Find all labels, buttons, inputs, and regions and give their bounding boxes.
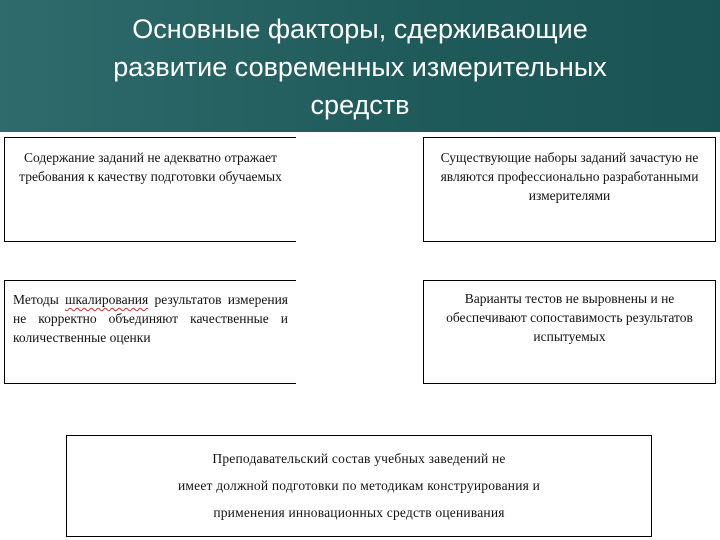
spellcheck-word: шкалирования <box>65 292 149 307</box>
factor-text: Содержание заданий не адекватно отражает требования к качеству подготовки обучаемых <box>19 150 282 184</box>
factor-text: Существующие наборы заданий зачастую не являются профессионально разработанными измерителями <box>440 150 699 203</box>
factor-box-test-variants <box>423 280 716 384</box>
slide-header <box>0 0 720 132</box>
factor-box-teaching-staff <box>66 435 652 537</box>
factor-text-line: применения инновационных средств оценивания <box>213 505 505 520</box>
slide-title: Основные факторы, сдерживающие развитие современных измерительных средств <box>113 14 607 120</box>
factor-text-line: имеет должной подготовки по методикам конструирования и <box>177 478 541 493</box>
factor-box-scaling-methods <box>4 280 296 384</box>
factor-box-task-sets <box>423 137 716 242</box>
factor-text-line: Преподавательский состав учебных заведений не <box>212 451 506 466</box>
factor-text: Варианты тестов не выровнены и не обеспечивают сопоставимость результатов испытуемых <box>446 291 693 344</box>
factor-text-start: Методы <box>13 292 66 307</box>
factor-box-task-content <box>4 137 296 242</box>
factor-text-end: результатов измерения не корректно объединяют качественные и количественные оценки <box>13 292 288 345</box>
